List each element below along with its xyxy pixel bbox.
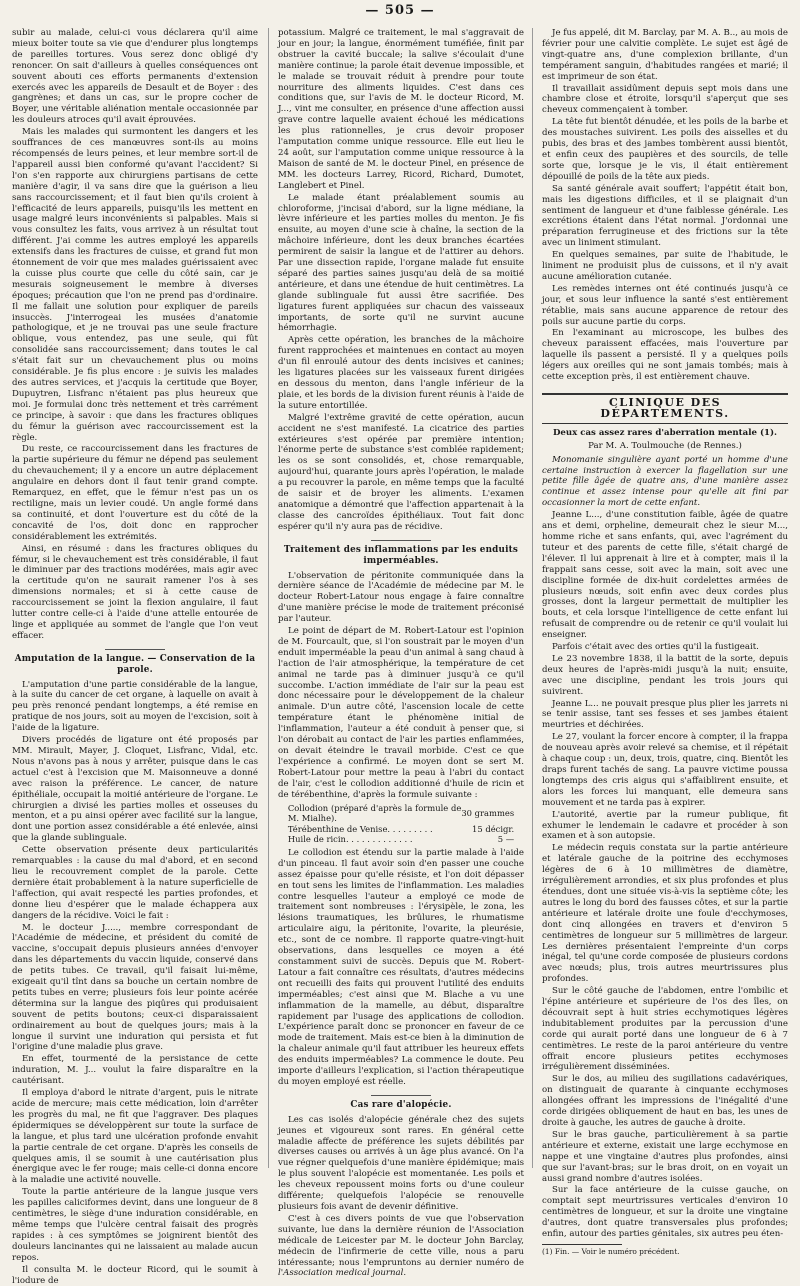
paragraph: Ainsi, en résumé : dans les fractures obliques du fémur, si le chevauchement est très considérable, il faut le diminuer par des tractions modérées, mais agir avec la certitude qu'on ne saurait ramener l'os à ses dimensions normales; et si à cette cause de raccourcissement se joint la flexion angulaire, il faut lutter contre celle-ci à l'aide d'une attelle entourée de linge et appliquée au sommet de l'angle que l'on veut effacer. [12, 543, 258, 641]
journal-title: l'Association medical journal. [278, 1268, 407, 1279]
paragraph: Mais les malades qui surmontent les dangers et les souffrances de ces manœuvres sont-ils au moins récompensés de leurs peines, et leur membre sort-il de l'appareil aussi bien conformé qu'avant l'accident? Si l'on s'en rapporte aux chirurgiens partisans de cette manière d'agir, il va sans dire que la guérison a lieu sans raccourcissement; et il faut bien qu'ils croient à l'efficacité de leurs appareils, puisqu'ils les mettent en usage malgré leurs inconvénients si palpables. Mais si vous consultez les faits, vous arrivez à un résultat tout différent. J'ai comme les autres employé les appareils extensifs dans les fractures de cuisse, et grand fut mon étonnement de voir que mes malades guérissaient avec la cuisse plus courte que celle du côté sain, car je mesurais soigneusement le membre à diverses époques; précaution que l'on ne prend pas d'ordinaire. Il me fallait une solution pour expliquer de pareils insuccès. J'interrogeai les musées d'anatomie pathologique, et je ne trouvai pas une seule fracture oblique, vous entendez, pas une seule, qui fût consolidée sans raccourcissement; dans toutes le cal s'était fait sur un chevauchement plus ou moins considérable. Je fis plus encore : je suivis les malades des autres services, et j'acquis la certitude que Boyer, Dupuytren, Lisfranc n'étaient pas plus heureux que moi. Je formulai donc très nettement et très carrément ce principe, à savoir : que dans les fractures obliques du fémur la guérison avec raccourcissement est la règle. [12, 127, 258, 443]
paragraph: M. le docteur J....., membre correspondant de l'Académie de médecine, et président du comité de vaccine, s'occupait depuis plusieurs années d'envoyer dans les départements du vaccin liquide, conservé dans de petits tubes. Ce travail, qu'il faisait lui-même, exigeait qu'il tînt dans sa bouche un certain nombre de petits tubes en verre; plusieurs fois leur pointe acérée détermina sur la langue des piqûres qui produisaient souvent de petits boutons; ceux-ci disparaissaient ordinairement au bout de quelques jours; mais à la longue il survint une induration qui persista et fut l'origine d'une maladie plus grave. [12, 922, 258, 1053]
paragraph: Sa santé générale avait souffert; l'appétit était bon, mais les digestions difficiles, et il se plaignait d'un sentiment de langueur et d'une faiblesse générale. Les excrétions étaient dans l'état normal. J'ordonnai une préparation ferrugineuse et des frictions sur la tête avec un liniment stimulant. [542, 183, 788, 249]
paragraph: Parfois c'était avec des orties qu'il la fustigeait. [552, 642, 759, 653]
paragraph: Divers procédés de ligature ont été proposés par MM. Mirault, Mayer, J. Cloquet, Lisfranc, Vidal, etc. Nous n'avons pas à nous y arrêter, puisque dans le cas actuel c'est à l'excision que M. Maisonneuve a donné avec raison la préférence. Le cancer, de nature épithéliale, occupait la moitié antérieure de l'organe. Le chirurgien a divisé les parties molles et osseuses du menton, et a pu ainsi opérer avec facilité sur la langue, dont une portion assez considérable a été enlevée, ainsi que la glande sublinguale. [12, 735, 258, 844]
paragraph: Les remèdes internes ont été continués jusqu'à ce jour, et sous leur influence la santé s'est entièrement rétablie, mais sans aucune apparence de retour des poils sur aucune partie du corps. [542, 283, 788, 327]
paragraph: Le collodion est étendu sur la partie malade à l'aide d'un pinceau. Il faut avoir soin d'en passer une couche assez épaisse pour qu'elle résiste, et l'on doit dépasser en tout sens les limites de l'inflammation. Les maladies contre lesquelles l'auteur a employé ce mode de traitement sont nombreuses : l'érysipèle, le zona, les lésions traumatiques, les brûlures, le rhumatisme articulaire aigu, la péritonite, l'ovarite, la pleurésie, etc., sont de ce nombre. Il rapporte quatre-vingt-huit observations, dans lesquelles ce moyen a été constamment suivi de succès. Depuis que M. Robert-Latour a fait connaître ces résultats, d'autres médecins ont recueilli des faits qui prouvent l'utilité des enduits imperméables; c'est ainsi que M. Blache a vu une inflammation de la mamelle, au début, disparaître rapidement par l'usage des applications de collodion. L'expérience paraît donc se prononcer en faveur de ce mode de traitement. Mais est-ce bien à la diminution de la chaleur animale qu'il faut attribuer les heureux effets des enduits imperméables? La commence le doute. Peu importe d'ailleurs l'explication, si l'action thérapeutique du moyen employé est réelle. [278, 847, 524, 1087]
article-subtitle: Deux cas assez rares d'aberration mentale (1). [552, 427, 778, 438]
paragraph: Le 23 novembre 1838, il la battit de la sorte, depuis deux heures de l'après-midi jusqu'à la nuit; ensuite, avec une discipline, pendant les trois jours qui suivirent. [542, 653, 788, 697]
column-divider [532, 28, 533, 1168]
recipe-row [288, 803, 514, 824]
paragraph: En effet, tourmenté de la persistance de cette induration, M. J... voulut la faire disparaître en la cautérisant. [12, 1054, 258, 1087]
article-byline: Par M. A. Toulmouche (de Rennes.) [588, 440, 742, 451]
paragraph: Jeanne L..., d'une constitution faible, âgée de quatre ans et demi, orpheline, demeurait chez le sieur M..., homme riche et sans enfants, qui, avec l'agrément du tuteur et des parents de cette fille, s'était chargé de l'élever. Il lui apprenait à lire et à compter, mais il la frappait sans cesse, soit avec la main, soit avec une discipline formée de dix-huit cordelettes armées de plusieurs nœuds, soit enfin avec deux cordes plus grosses, dont la largeur permettait de multiplier les bouts, et cela lorsque l'intelligence de cette enfant lui refusait de comprendre ou de retenir ce qu'il voulait lui enseigner. [542, 510, 788, 641]
paragraph: Il travaillait assidûment depuis sept mois dans une chambre close et étroite, lorsqu'il s'aperçut que ses cheveux commençaient à tomber. [542, 83, 788, 116]
recipe-quantity: 5 — [497, 834, 515, 845]
page-number: — 505 — [365, 3, 435, 18]
paragraph: Il employa d'abord le nitrate d'argent, puis le nitrate acide de mercure; mais cette médication, loin d'arrêter les progrès du mal, ne fit que l'aggraver. Des plaques épidermiques se développèrent sur toute la surface de la langue, et plus tard une ulcération profonde envahit la partie centrale de cet organe. D'après les conseils de quelques amis, il se soumit à une cautérisation plus énergique avec le fer rouge; mais celle-ci donna encore à la maladie une activité nouvelle. [12, 1088, 258, 1186]
recipe-quantity: 15 décigr. [472, 823, 515, 834]
recipe-row [288, 834, 514, 845]
section-heading-clinique: CLINIQUE DES DÉPARTEMENTS. [542, 393, 788, 424]
paragraph: potassium. Malgré ce traitement, le mal s'aggravait de jour en jour; la langue, énormément tuméfiée, finit par obstruer la cavité buccale; la salive s'écoulait d'une manière continue; la parole était devenue impossible, et le malade se trouvait réduit à prendre pour toute nourriture des aliments liquides. C'est dans ces conditions que, sur l'avis de M. le docteur Ricord, M. J..., vint me consulter, en présence d'une affection aussi grave contre laquelle avaient échoué les médications les plus rationnelles, je crus devoir proposer l'amputation comme unique ressource. Elle eut lieu le 24 août, sur l'amputation comme unique ressource à la Maison de santé de M. le docteur Pinel, en présence de MM. les docteurs Larrey, Ricord, Richard, Dumotet, Langlebert et Pinel. [278, 28, 524, 191]
footnote-divider [542, 1244, 622, 1245]
paragraph: L'observation de péritonite communiquée dans la dernière séance de l'Académie de médecine par M. le docteur Robert-Latour nous engage à faire connaître d'une manière précise le mode de traitement préconisé par l'auteur. [278, 570, 524, 625]
footnote: (1) Fin. — Voir le numéro précédent. [542, 1246, 680, 1256]
paragraph: Du reste, ce raccourcissement dans les fractures de la partie supérieure du fémur ne dépend pas seulement du chevauchement; il y a encore un autre déplacement angulaire en dehors dont il faut tenir grand compte. Remarquez, en effet, que le fémur n'est pas un os rectiligne, mais un levier coudé. Un angle formé dans sa continuité, et dont l'ouverture est du côté de la concavité de l'os, doit donc en rapprocher considérablement les extrémités. [12, 444, 258, 542]
paragraph: Après cette opération, les branches de la mâchoire furent rapprochées et maintenues en contact au moyen d'un fil enroulé autour des dents incisives et canines; les ligatures placées sur les vaisseaux furent dirigées en dessous du menton, dans l'angle inférieur de la plaie, et les bords de la division furent réunis à l'aide de la suture entortillée. [278, 335, 524, 411]
paragraph: Sur la face antérieure de la cuisse gauche, on comptait sept meurtrissures verticales d'environ 10 centimètres de longueur, et sur la droite une vingtaine d'autres, dont quatre transversales plus profondes; enfin, autour des parties génitales, six autres peu éten- [542, 1185, 788, 1240]
paragraph: En l'examinant au microscope, les bulbes des cheveux paraissent effacées, mais l'ouverture par laquelle ils passent a persisté. Il y a quelques poils légers aux oreilles qui ne sont jamais tombés; mais à cette exception près, il est entièrement chauve. [542, 328, 788, 383]
paragraph: La tête fut bientôt dénudée, et les poils de la barbe et des moustaches suivirent. Les poils des aisselles et du pubis, des bras et des jambes tombèrent aussi bientôt, et enfin ceux des paupières et des sourcils, de telle sorte que, lorsque je le vis, il était entièrement dépouillé de poils de la tête aux pieds. [542, 117, 788, 182]
recipe-quantity: 30 grammes [461, 807, 515, 818]
paragraph: L'autorité, avertie par la rumeur publique, fit exhumer le lendemain le cadavre et procéder à son examen et à son autopsie. [542, 809, 788, 842]
paragraph: C'est à ces divers points de vue que l'observation suivante, lue dans la dernière réunion de l'Association médicale de Leicester par M. le docteur John Barclay, médecin de l'infirmerie de cette ville, nous a paru intéressante; nous l'empruntons au dernier numéro de l'Association medical journal. [278, 1213, 524, 1279]
paragraph: Le malade étant préalablement soumis au chloroforme, j'incisai d'abord, sur la ligne médiane, la lèvre inférieure et les parties molles du menton. Je fis ensuite, au moyen d'une scie à chaîne, la section de la mâchoire inférieure, dont les deux branches écartées permirent de saisir la langue et de l'attirer au dehors. Par une dissection rapide, l'organe malade fut ensuite séparé des parties saines jusqu'au delà de sa moitié antérieure, et dans une étendue de huit centimètres. La glande sublinguale fut aussi être sacrifiée. Des ligatures furent appliquées sur chacun des vaisseaux importants, de sorte qu'il ne survint aucune hémorrhagie. [278, 192, 524, 334]
section-heading-enduits: Traitement des inflammations par les enduits imperméables. [278, 540, 524, 567]
recipe-table [288, 803, 514, 845]
paragraph: Sur le bras gauche, particulièrement à sa partie antérieure et externe, existait une large ecchymose en nappe et une vingtaine d'autres plus profondes, ainsi que sur l'avant-bras; sur le bras droit, on en voyait un aussi grand nombre d'autres isolées. [542, 1129, 788, 1184]
paragraph: Le point de départ de M. Robert-Latour est l'opinion de M. Fourcault, que, si l'on soustrait par le moyen d'un enduit imperméable la peau d'un animal à sang chaud à l'action de l'air atmosphérique, la température de cet animal ne tarde pas à diminuer jusqu'à ce qu'il succombe. L'action immédiate de l'air sur la peau est donc nécessaire pour le développement de la chaleur animale. D'un autre côté, l'ascension locale de cette température étant le phénomène initial de l'inflammation, l'auteur a été conduit à penser que, si l'on dérobait au contact de l'air les parties enflammées, on devait éteindre le travail morbide. C'est ce que l'expérience a confirmé. Le moyen dont se sert M. Robert-Latour pour mettre la peau à l'abri du contact de l'air, c'est le collodion additionné d'huile de ricin et de térébenthine, d'après la formule suivante : [278, 626, 524, 800]
recipe-ingredient: Térébenthine de Venise. . . . . . . . . [287, 823, 433, 834]
recipe-ingredient: Collodion (préparé d'après la formule de M. Mialhe). [287, 802, 462, 824]
column-left [12, 28, 258, 1286]
paragraph: Toute la partie antérieure de la langue jusque vers les papilles caliciformes devint, dans une longueur de 8 centimètres, le siège d'une induration considérable, en même temps que l'ulcère central faisait des progrès rapides : à ces symptômes se joignirent bientôt des douleurs lancinantes qui ne laissaient au malade aucun repos. [12, 1187, 258, 1263]
paragraph: Le médecin requis constata sur la partie antérieure et latérale gauche de la poitrine des ecchymoses légères de 6 à 10 millimètres de diamètre, irrégulièrement arrondies, et six plus profondes et plus étendues, dont une située vis-à-vis la septième côte; les autres le long du bord des fausses côtes, et sur la partie antérieure et latérale droite une foule d'ecchymoses, dont cinq allongées en travers et d'environ 5 centimètres de longueur sur 5 millimètres de largeur. Les dernières présentaient l'empreinte d'un corps inégal, tel qu'une corde composée de plusieurs cordons avec nœuds; plus, trois autres meurtrissures plus profondes. [542, 843, 788, 985]
recipe-ingredient: Huile de ricin. . . . . . . . . . . . . [287, 834, 413, 845]
section-heading-alopecie: Cas rare d'alopécie. [278, 1095, 524, 1111]
paragraph: En quelques semaines, par suite de l'habitude, le liniment ne produisit plus de cuissons, et il n'y avait aucune amélioration cutanée. [542, 250, 788, 282]
paragraph: Sur le dos, au milieu des sugillations cadavériques, on distinguait de quarante à cinquante ecchymoses allongées offrant les impressions de l'inégalité d'une corde dirigées obliquement de haut en bas, les unes de droite à gauche, les autres de gauche à droite. [542, 1074, 788, 1128]
epigraph: Monomanie singulière ayant porté un homme d'une certaine instruction à exercer la flagellation sur une petite fille âgée de quatre ans, d'une manière assez continue et assez intense pour qu'elle ait fini par occasionner la mort de cette enfant. [542, 454, 788, 509]
paragraph: Il consulta M. le docteur Ricord, qui le soumit à l'iodure de [12, 1264, 258, 1286]
paragraph: Sur le côté gauche de l'abdomen, entre l'ombilic et l'épine antérieure et supérieure de l'os des îles, on découvrait sept à huit stries ecchymotiques légères indubitablement produites par la percussion d'une corde qui aurait porté dans une longueur de 6 à 7 centimètres. Le reste de la paroi antérieure du ventre offrait encore plusieurs petites ecchymoses irrégulièrement disséminées. [542, 986, 788, 1073]
paragraph: subir au malade, celui-ci vous déclarera qu'il aime mieux boiter toute sa vie que d'endurer plus longtemps de pareilles tortures. Vous serez donc obligé d'y renoncer. On sait d'ailleurs à quelles conséquences ont souvent abouti ces efforts permanents d'extension exercés avec les appareils de Desault et de Boyer : des gangrènes; et dans un cas, sur le propre cocher de Boyer, une véritable aliénation mentale occasionnée par les douleurs atroces qu'il avait éprouvées. [12, 28, 258, 126]
paragraph: Malgré l'extrême gravité de cette opération, aucun accident ne s'est manifesté. La cicatrice des parties extérieures s'est opérée par première intention; l'énorme perte de substance s'est comblée rapidement; les os se sont consolidés, et, chose remarquable, aujourd'hui, quarante jours après l'opération, le malade a pu recouvrer la parole, en même temps que la faculté de saisir et de broyer les aliments. L'examen anatomique a démontré que l'affection appartenait à la classe des cancroïdes épithéliaux. Tout fait donc espérer qu'il n'y aura pas de récidive. [278, 412, 524, 532]
article-columns [12, 28, 792, 1286]
paragraph: Jeanne L... ne pouvait presque plus plier les jarrets ni se tenir assise, tant ses fesses et ses jambes étaient meurtries et déchirées. [542, 698, 788, 731]
paragraph: Cette observation présente deux particularités remarquables : la cause du mal d'abord, et en second lieu le recouvrement complet de la parole. Cette dernière était probablement à la nature superficielle de l'affection, qui avait respecté les parties profondes, et donne lieu d'espérer que le malade échappera aux dangers de la récidive. Voici le fait : [12, 845, 258, 921]
section-heading-amputation: Amputation de la langue. — Conservation de la parole. [12, 649, 258, 676]
recipe-row [288, 824, 514, 835]
paragraph: Les cas isolés d'alopécie générale chez des sujets jeunes et vigoureux sont rares. En général cette maladie affecte de préférence les sujets débilités par diverses causes ou arrivés à un âge plus avancé. On l'a vue régner quelquefois d'une manière épidémique; mais le plus souvent l'alopécie est momentanée. Les poils et les cheveux repoussent moins forts ou d'une couleur différente; quelquefois l'alopécie se renouvelle plusieurs fois avant de devenir définitive. [278, 1114, 524, 1212]
paragraph: Je fus appelé, dit M. Barclay, par M. A. B.., au mois de février pour une calvitie complète. Le sujet est âgé de vingt-quatre ans, d'une complexion brillante, d'un tempérament sanguin, d'habitudes rangées et marié; il est imprimeur de son état. [542, 28, 788, 82]
column-middle [278, 28, 524, 1279]
paragraph: Le 27, voulant la forcer encore à compter, il la frappa de nouveau après avoir relevé sa chemise, et il répétait à chaque coup : un, deux, trois, quatre, cinq. Bientôt les draps furent tachés de sang. La pauvre victime poussa longtemps des cris aigus qui s'affaiblirent ensuite, et alors les forces lui manquant, elle demeura sans mouvement et ne tarda pas à expirer. [542, 732, 788, 808]
column-divider [268, 28, 269, 1168]
column-right [542, 28, 788, 1256]
paragraph: L'amputation d'une partie considérable de la langue, à la suite du cancer de cet organe, à laquelle on avait à peu près renoncé pendant longtemps, a été remise en pratique de nos jours, soit au moyen de l'excision, soit à l'aide de la ligature. [12, 679, 258, 734]
